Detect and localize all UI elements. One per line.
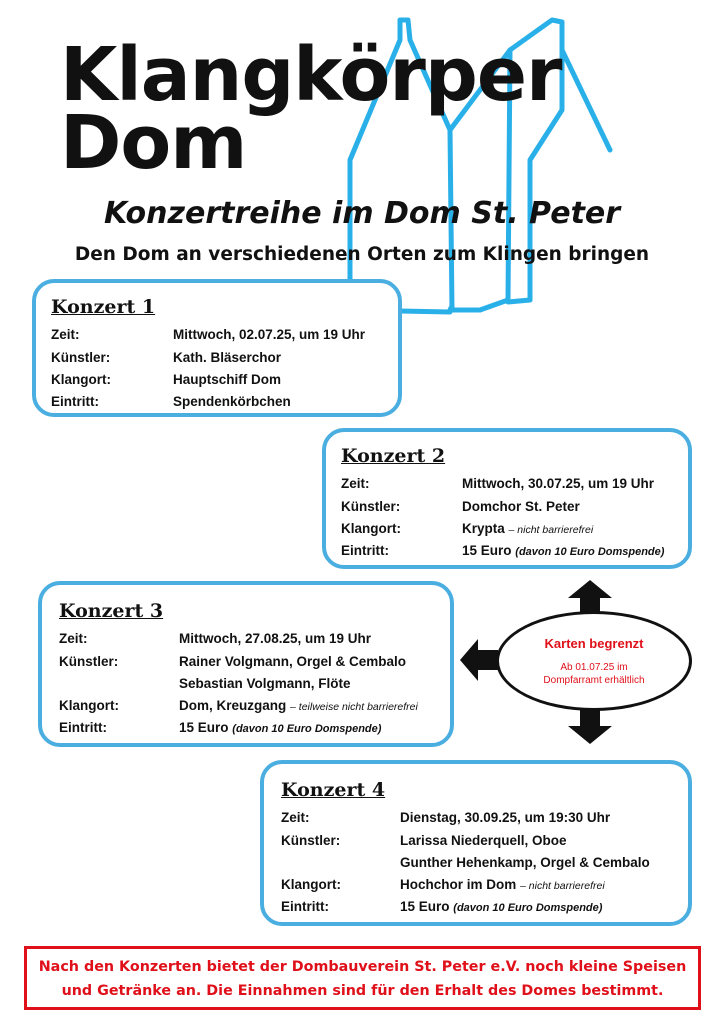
eintritt-label: Eintritt:	[341, 543, 389, 558]
klangort-value	[179, 698, 418, 713]
tagline: Den Dom an verschiedenen Orten zum Klingen bringen	[74, 244, 650, 265]
tickets-headline: Karten begrenzt	[544, 636, 644, 651]
arrow-left-icon	[460, 639, 498, 681]
concert-card-3	[38, 581, 454, 747]
klangort-value: Hauptschiff Dom	[173, 372, 281, 387]
eintritt-label: Eintritt:	[59, 720, 107, 735]
klangort-label: Klangort:	[51, 372, 111, 387]
zeit-value: Mittwoch, 27.08.25, um 19 Uhr	[179, 631, 372, 646]
concert-title: Konzert 1	[51, 296, 156, 318]
subtitle: Konzertreihe im Dom St. Peter	[103, 196, 621, 231]
zeit-value: Mittwoch, 02.07.25, um 19 Uhr	[173, 327, 366, 342]
eintritt-note: (davon 10 Euro Domspende)	[515, 546, 665, 558]
klangort-note: – nicht barrierefrei	[520, 880, 605, 892]
zeit-label: Zeit:	[59, 631, 88, 646]
eintritt-value: Spendenkörbchen	[173, 394, 291, 409]
eintritt-text: 15 Euro	[400, 899, 450, 914]
kuenstler-label: Künstler:	[341, 499, 401, 514]
eintritt-value	[400, 899, 602, 914]
kuenstler-value: Domchor St. Peter	[462, 499, 580, 514]
klangort-value	[400, 877, 605, 892]
klangort-label: Klangort:	[341, 521, 401, 536]
kuenstler-value-2: Gunther Hehenkamp, Orgel & Cembalo	[400, 855, 650, 870]
klangort-text: Krypta	[462, 521, 505, 536]
footer-line-2: und Getränke an. Die Einnahmen sind für den Erhalt des Domes bestimmt.	[61, 983, 664, 999]
eintritt-label: Eintritt:	[51, 394, 99, 409]
kuenstler-value-2: Sebastian Volgmann, Flöte	[179, 676, 351, 691]
klangort-text: Dom, Kreuzgang	[179, 698, 287, 713]
title-line-1: Klangkörper	[60, 32, 562, 118]
zeit-label: Zeit:	[341, 476, 370, 491]
zeit-value: Dienstag, 30.09.25, um 19:30 Uhr	[400, 810, 611, 825]
concert-title: Konzert 2	[341, 445, 446, 467]
klangort-text: Hochchor im Dom	[400, 877, 517, 892]
kuenstler-label: Künstler:	[51, 350, 111, 365]
concert-title: Konzert 3	[59, 600, 164, 622]
zeit-label: Zeit:	[51, 327, 80, 342]
klangort-note: – nicht barrierefrei	[508, 524, 594, 536]
kuenstler-label: Künstler:	[59, 654, 119, 669]
kuenstler-value: Larissa Niederquell, Oboe	[400, 833, 567, 848]
klangort-value	[462, 521, 593, 536]
tickets-info-line-1: Ab 01.07.25 im	[560, 662, 628, 673]
klangort-label: Klangort:	[281, 877, 341, 892]
zeit-value: Mittwoch, 30.07.25, um 19 Uhr	[462, 476, 655, 491]
title-line-2: Dom	[60, 100, 247, 186]
klangort-note: – teilweise nicht barrierefrei	[290, 701, 418, 713]
eintritt-note: (davon 10 Euro Domspende)	[232, 723, 382, 735]
tickets-info-line-2: Dompfarramt erhältlich	[543, 675, 645, 686]
footer-line-1: Nach den Konzerten bietet der Dombauverein St. Peter e.V. noch kleine Speisen	[38, 959, 687, 975]
klangort-label: Klangort:	[59, 698, 119, 713]
eintritt-value	[462, 543, 664, 558]
kuenstler-value: Rainer Volgmann, Orgel & Cembalo	[179, 654, 407, 669]
eintritt-text: 15 Euro	[179, 720, 229, 735]
eintritt-note: (davon 10 Euro Domspende)	[453, 902, 603, 914]
concert-card-1	[32, 279, 402, 417]
concert-card-2	[322, 428, 692, 569]
arrow-up-icon	[568, 580, 612, 614]
kuenstler-value: Kath. Bläserchor	[173, 350, 282, 365]
footer-notice	[24, 946, 701, 1010]
concert-title: Konzert 4	[281, 779, 386, 801]
kuenstler-label: Künstler:	[281, 833, 341, 848]
zeit-label: Zeit:	[281, 810, 310, 825]
eintritt-text: 15 Euro	[462, 543, 512, 558]
concert-card-4	[260, 760, 692, 926]
eintritt-label: Eintritt:	[281, 899, 329, 914]
arrow-down-icon	[568, 710, 612, 744]
tickets-oval	[496, 611, 692, 711]
eintritt-value	[179, 720, 381, 735]
